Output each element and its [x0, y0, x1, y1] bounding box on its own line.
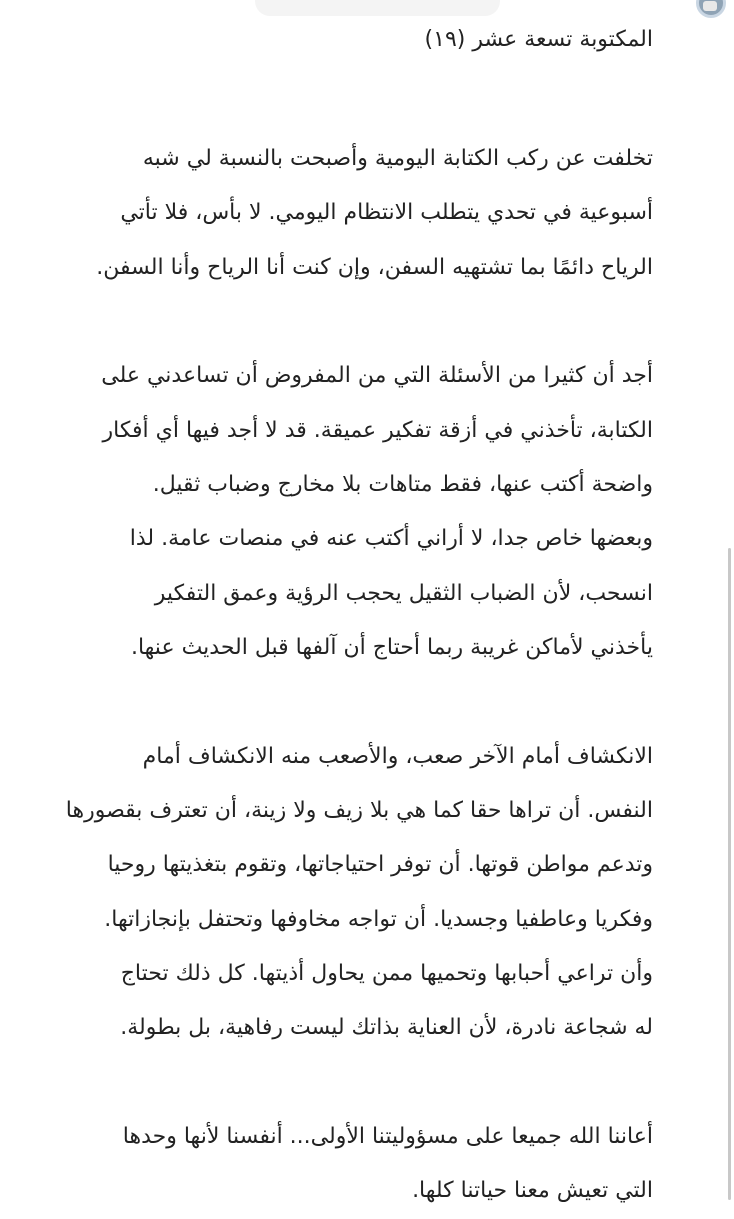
text-line: أعاننا الله جميعا على مسؤوليتنا الأولى... أنفسنا لأنها وحدها [122, 1123, 653, 1149]
text-line: له شجاعة نادرة، لأن العناية بذاتك ليست رفاهية، بل بطولة. [120, 1015, 653, 1041]
paragraph-2 [20, 349, 653, 675]
text-line: النفس. أن تراها حقا كما هي بلا زيف ولا زينة، أن تعترف بقصورها [65, 797, 653, 823]
top-bar [0, 0, 734, 18]
article-body [0, 18, 734, 1219]
paragraph-3 [20, 730, 653, 1056]
text-line: أسبوعية في تحدي يتطلب الانتظام اليومي. لا بأس، فلا تأتي [120, 200, 653, 226]
text-line: وفكريا وعاطفيا وجسديا. أن تواجه مخاوفها وتحتفل بإنجازاتها. [104, 906, 653, 932]
text-line: واضحة أكتب عنها، فقط متاهات بلا مخارج وضباب ثقيل. [152, 471, 653, 497]
text-line: وبعضها خاص جدا، لا أراني أكتب عنه في منصات عامة. لذا [129, 526, 653, 552]
paragraph-4 [20, 1110, 653, 1219]
text-line: انسحب، لأن الضباب الثقيل يحجب الرؤية وعمق التفكير [154, 580, 653, 606]
text-line: الكتابة، تأخذني في أزقة تفكير عميقة. قد لا أجد فيها أي أفكار [102, 417, 653, 443]
scrollbar[interactable] [728, 548, 731, 1200]
text-line: أجد أن كثيرا من الأسئلة التي من المفروض أن تساعدني على [101, 363, 653, 389]
text-line: الرياح دائمًا بما تشتهيه السفن، وإن كنت أنا الرياح وأنا السفن. [96, 254, 653, 280]
text-line: التي تعيش معنا حياتنا كلها. [412, 1178, 653, 1204]
paragraph-1 [20, 132, 653, 295]
avatar[interactable] [696, 0, 726, 18]
text-line: وتدعم مواطن قوتها. أن توفر احتياجاتها، وتقوم بتغذيتها روحيا [107, 852, 653, 878]
text-line: يأخذني لأماكن غريبة ربما أحتاج أن آلفها قبل الحديث عنها. [130, 635, 653, 661]
header-pill [255, 0, 500, 16]
text-line: تخلفت عن ركب الكتابة اليومية وأصبحت بالنسبة لي شبه [142, 146, 653, 171]
text-line: الانكشاف أمام الآخر صعب، والأصعب منه الانكشاف أمام [142, 743, 653, 769]
article-title: المكتوبة تسعة عشر (١٩) [424, 27, 653, 52]
text-line: وأن تراعي أحبابها وتحميها ممن يحاول أذيتها. كل ذلك تحتاج [120, 961, 653, 987]
